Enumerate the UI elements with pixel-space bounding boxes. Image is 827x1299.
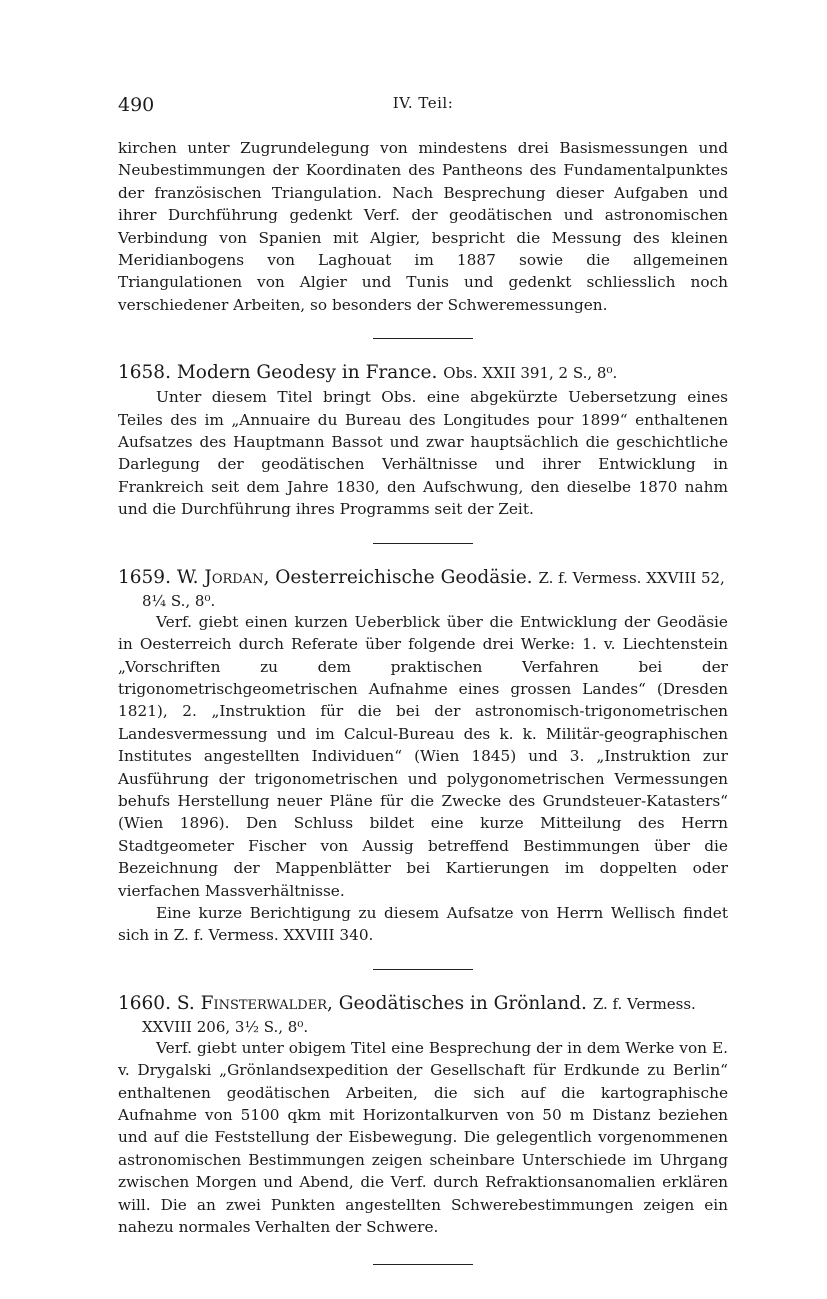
page-header [118,94,728,120]
entry-title: Geodätisches in Grönland. [338,992,587,1014]
entry-reference: Z. f. Vermess. [592,994,696,1013]
entry-paragraph: Unter diesem Titel bringt Obs. eine abgekürzte Uebersetzung eines Teiles des im „Annuaire du Bureau des Longitudes pour 1899“ enthaltenen Aufsatzes des Hauptmann Bassot und zwar hauptsächlich die geschichtliche Darlegung der geodätischen Verhältnisse und ihrer Entwicklung in Frankreich seit dem Jahre 1830, den Aufschwung, den dieselbe 1870 nahm und die Durchführung ihres Programms seit der Zeit. [118,388,728,519]
entry-reference-continued: XXVIII 206, 3½ S., 8⁰. [142,1017,309,1036]
entry-paragraph: Verf. giebt einen kurzen Ueberblick über die Entwicklung der Geodäsie in Oesterreich durch Referate über folgende drei Werke: 1. v. Liechtenstein „Vorschriften zu dem praktischen Verfahren bei der trigonometrischgeometrischen Aufnahme eines grossen Landes“ (Dresden 1821), 2. „Instruktion für die bei der astronomisch-trigonometrischen Landesvermessung und im Calcul-Bureau des k. k. Militär-geographischen Institutes angestellten Individuen“ (Wien 1845) und 3. „Instruktion zur Ausführung der trigonometrischen und polygonometrischen Vermessungen behufs Herstellung neuer Pläne für die Zwecke des Grundsteuer-Katasters“ (Wien 1896). Den Schluss bildet eine kurze Mitteilung des Herrn Stadtgeometer Fischer von Aussig betreffend Bestimmungen über die Bezeichnung der Mappenblätter bei Kartierungen im doppelten oder vierfachen Massverhältnisse. [118,612,728,900]
entry-1659 [118,565,728,947]
page-content [118,137,728,1286]
section-divider [373,1264,473,1265]
entry-title: Oesterreichische Geodäsie. [275,566,533,588]
entry-title: Modern Geodesy in France. [176,362,438,384]
entry-1660 [118,991,728,1239]
entry-number: 1659. [118,566,171,588]
entry-author: W. Jordan, [176,566,270,588]
entry-heading [118,991,728,1037]
entry-reference: Z. f. Vermess. XXVIII 52, [538,568,725,587]
running-head: IV. Teil: [392,94,454,112]
entry-author: S. Finsterwalder, [176,992,333,1014]
page-number: 490 [118,94,155,116]
section-divider [373,969,473,970]
entry-1658 [118,360,728,520]
entry-heading [118,360,728,386]
section-divider [373,338,473,339]
intro-paragraph: kirchen unter Zugrundelegung von mindestens drei Basismessungen und Neubestimmungen der Koordinaten des Pantheons des Fundamentalpunktes der französischen Triangulation. Nach Besprechung dieser Aufgaben und ihrer Durchführung gedenkt Verf. der geodätischen und astronomischen Verbindung von Spanien mit Algier, bespricht die Messung des kleinen Meridianbogens von Laghouat im 1887 sowie die allgemeinen Triangulationen von Algier und Tunis und gedenkt schliesslich noch verschiedener Arbeiten, so besonders der Schweremessungen. [118,139,728,314]
entry-reference-continued: 8¼ S., 8⁰. [142,591,216,610]
entry-number: 1658. [118,362,171,384]
entry-paragraph: Eine kurze Berichtigung zu diesem Aufsatze von Herrn Wellisch findet sich in Z. f. Vermess. XXVIII 340. [118,903,728,945]
entry-paragraph: Verf. giebt unter obigem Titel eine Besprechung der in dem Werke von E. v. Drygalski „Grönlandsexpedition der Gesellschaft für Erdkunde zu Berlin“ enthaltenen geodätischen Arbeiten, die sich auf die kartographische Aufnahme von 5100 qkm mit Horizontalkurven von 50 m Distanz beziehen und auf die Feststellung der Eisbewegung. Die gelegentlich vorgenommenen astronomischen Bestimmungen zeigen scheinbare Unterschiede im Uhrgang zwischen Morgen und Abend, die Verf. durch Refraktionsanomalien erklären will. Die an zwei Punkten angestellten Schwerebestimmungen zeigen ein nahezu normales Verhalten der Schwere. [118,1038,728,1237]
entry-heading [118,565,728,611]
entry-number: 1660. [118,992,171,1014]
entry-reference: Obs. XXII 391, 2 S., 8⁰. [443,364,618,383]
section-divider [373,543,473,544]
